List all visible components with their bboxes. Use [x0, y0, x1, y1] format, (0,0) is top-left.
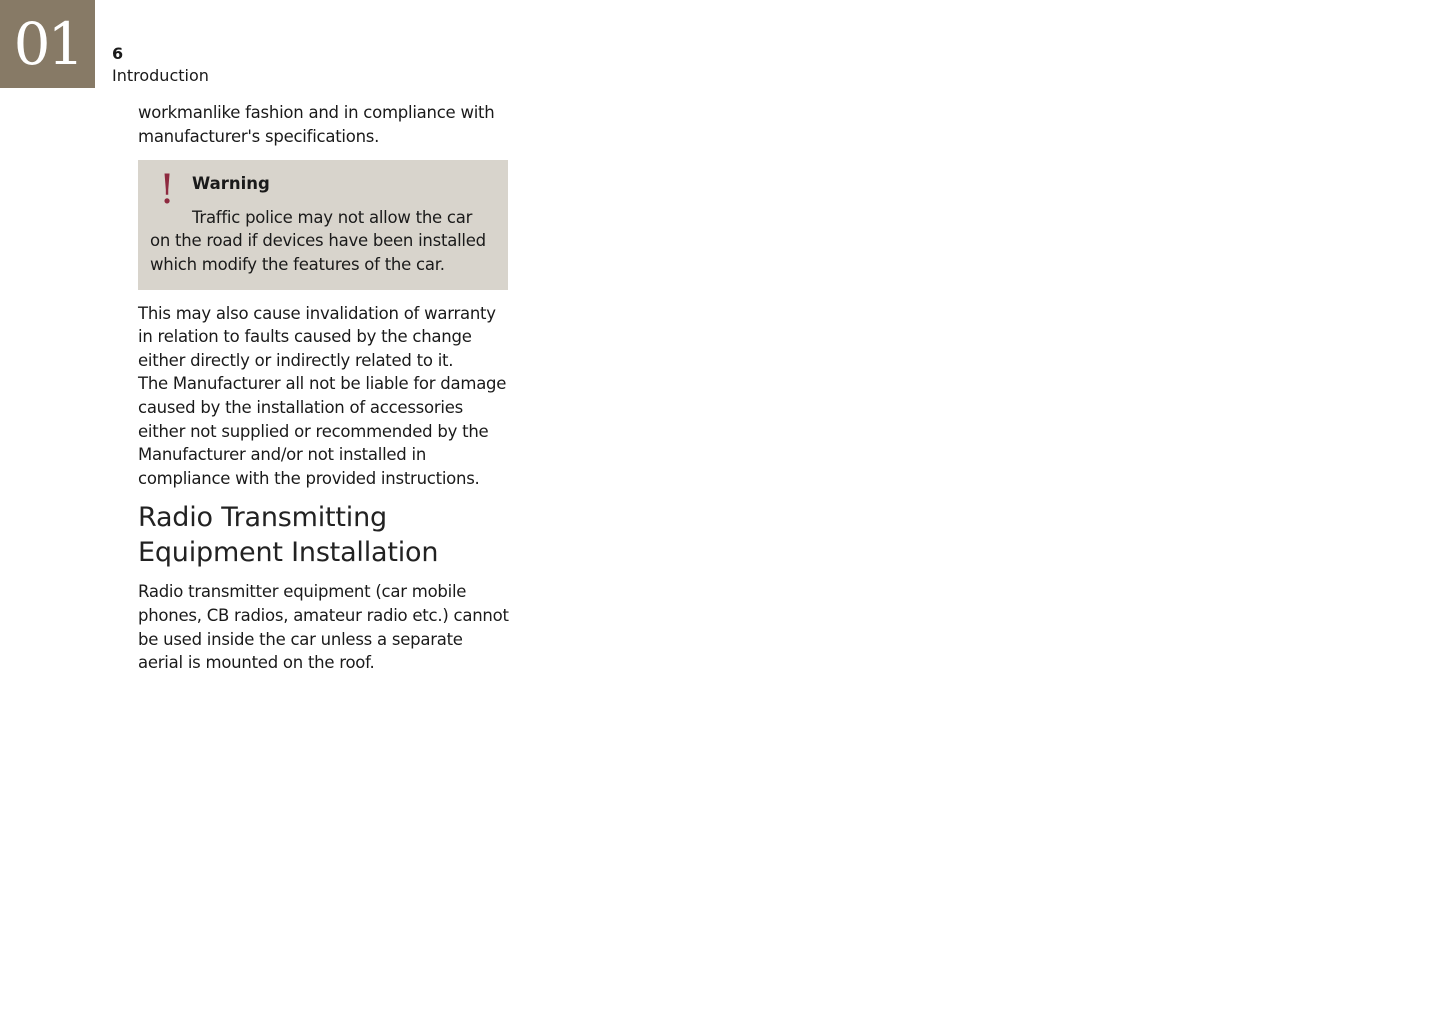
exclamation-icon: ! [159, 167, 176, 214]
warning-title: Warning [192, 174, 270, 194]
paragraph-warranty: This may also cause invalidation of warranty in relation to faults caused by the change either directly or indirectly related to it. [138, 303, 496, 370]
warning-text: Traffic police may not allow the car on the road if devices have been installed which modify the features of the car. [150, 207, 486, 274]
paragraph-continued: workmanlike fashion and in compliance with manufacturer's specifications. [138, 103, 495, 146]
chapter-tab: 01 [0, 0, 95, 88]
section-heading-radio: Radio Transmitting Equipment Installation [138, 502, 439, 569]
warranty-block [138, 302, 510, 491]
paragraph-radio: Radio transmitter equipment (car mobile phones, CB radios, amateur radio etc.) cannot be used inside the car unless a separate aerial is mounted on the roof. [138, 582, 509, 673]
paragraph-manufacturer: The Manufacturer all not be liable for damage caused by the installation of accessories either not supplied or recommended by the Manufacturer and/or not installed in compliance with the provided instructions. [138, 374, 507, 488]
main-column [138, 101, 510, 675]
page-number: 6 [112, 44, 124, 63]
section-name: Introduction [112, 66, 209, 85]
warning-box [138, 160, 508, 289]
